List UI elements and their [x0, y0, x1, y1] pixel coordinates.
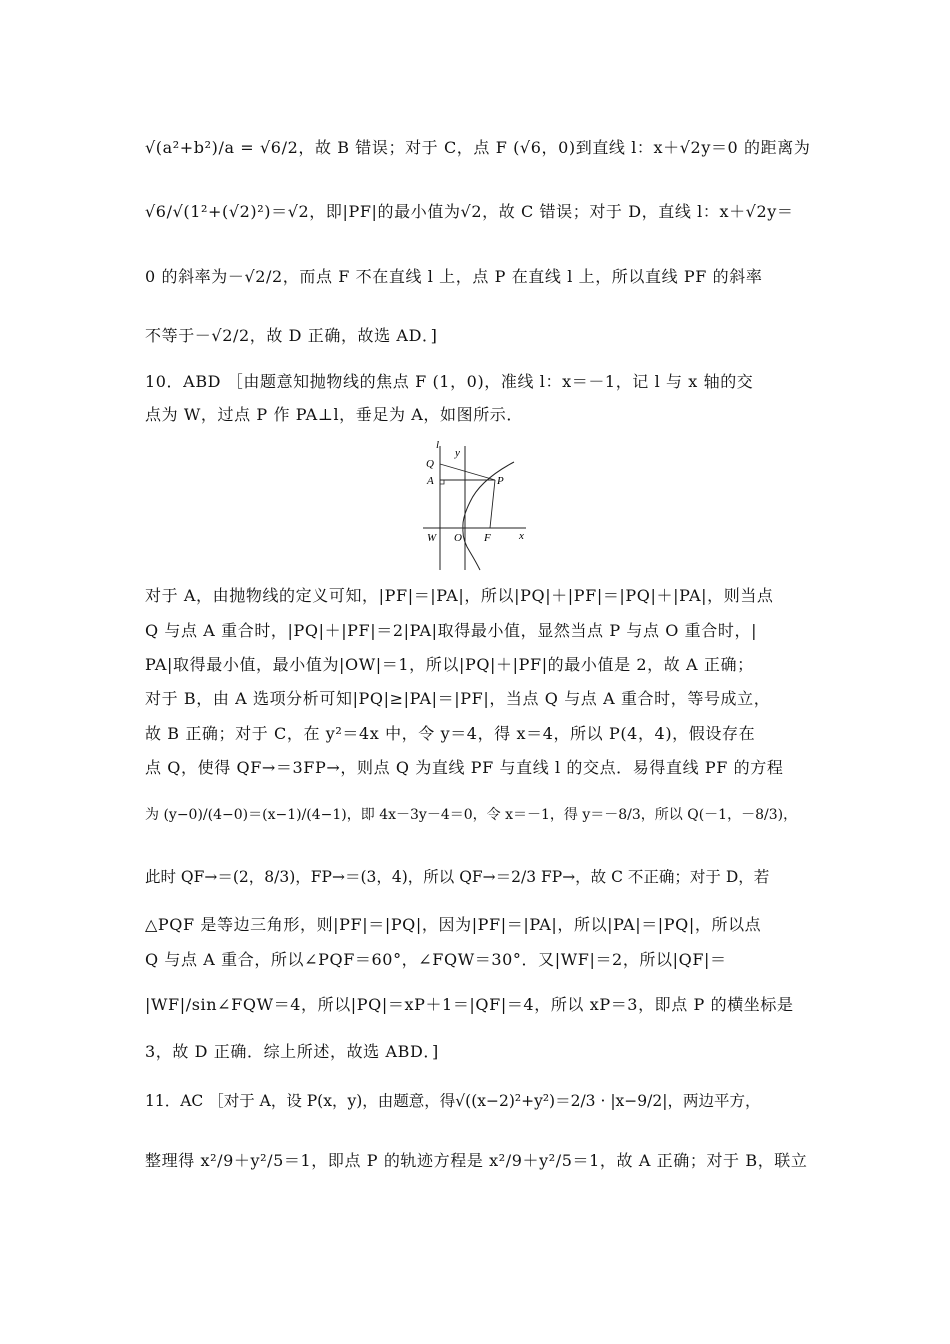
label-Q: Q — [426, 458, 434, 470]
right-angle-mark — [440, 480, 444, 484]
label-O: O — [454, 532, 462, 544]
text-line: Q 与点 A 重合时，|PQ|＋|PF|＝2|PA|取得最小值，显然当点 P 与点 O 重合时，| — [145, 621, 758, 640]
text-line: 3，故 D 正确．综上所述，故选 ABD．] — [145, 1042, 439, 1061]
text-line: 11．AC ［对于 A，设 P(x，y)，由题意，得√((x−2)²+y²)＝2/3 · |x−9/2|，两边平方， — [145, 1092, 761, 1110]
text-line: 整理得 x²/9＋y²/5＝1，即点 P 的轨迹方程是 x²/9＋y²/5＝1，故 A 正确；对于 B，联立 — [145, 1151, 808, 1170]
text-line: PA|取得最小值，最小值为|OW|＝1，所以|PQ|＋|PF|的最小值是 2，故 A 正确； — [145, 655, 754, 674]
text-line: Q 与点 A 重合，所以∠PQF＝60°，∠FQW＝30°．又|WF|＝2，所以|QF|＝ — [145, 950, 727, 969]
label-y: y — [455, 447, 460, 459]
label-l: l — [436, 439, 440, 451]
text-line: △PQF 是等边三角形，则|PF|＝|PQ|，因为|PF|＝|PA|，所以|PA|＝|PQ|，所以点 — [145, 915, 762, 934]
label-W: W — [427, 532, 437, 544]
label-F: F — [484, 532, 491, 544]
text-line: 不等于－√2/2，故 D 正确，故选 AD．] — [145, 326, 438, 345]
text-line: |WF|/sin∠FQW＝4，所以|PQ|＝xP＋1＝|QF|＝4，所以 xP＝3，即点 P 的横坐标是 — [145, 995, 794, 1014]
segment-PF — [490, 480, 495, 528]
text-line: 对于 B，由 A 选项分析可知|PQ|≥|PA|＝|PF|，当点 Q 与点 A 重合时，等号成立， — [145, 689, 771, 708]
text-line: 10．ABD ［由题意知抛物线的焦点 F (1，0)，准线 l：x＝－1，记 l 与 x 轴的交 — [145, 372, 754, 391]
text-line: 点为 W，过点 P 作 PA⊥l，垂足为 A，如图所示． — [145, 405, 524, 424]
label-x: x — [519, 530, 524, 542]
text-line: √(a²+b²)/a = √6/2，故 B 错误；对于 C，点 F (√6，0)到直线 l：x＋√2y＝0 的距离为 — [145, 138, 811, 157]
text-line: 点 Q，使得 QF→＝3FP→，则点 Q 为直线 PF 与直线 l 的交点．易得直线 PF 的方程 — [145, 758, 784, 777]
text-line: 故 B 正确；对于 C，在 y²＝4x 中，令 y＝4，得 x＝4，所以 P(4，4)，假设存在 — [145, 724, 756, 743]
label-P: P — [497, 475, 504, 487]
text-line: 对于 A，由抛物线的定义可知，|PF|＝|PA|，所以|PQ|＋|PF|＝|PQ|＋|PA|，则当点 — [145, 586, 774, 605]
parabola-figure — [418, 438, 533, 573]
text-line: 为 (y−0)/(4−0)＝(x−1)/(4−1)，即 4x－3y－4＝0，令 x＝－1，得 y＝－8/3，所以 Q(－1，－8/3)， — [145, 807, 798, 823]
text-line: √6/√(1²+(√2)²)＝√2，即|PF|的最小值为√2，故 C 错误；对于 D，直线 l：x＋√2y＝ — [145, 202, 794, 221]
label-A: A — [427, 475, 434, 487]
text-line: 此时 QF→＝(2，8/3)，FP→＝(3，4)，所以 QF→＝2/3 FP→，故 C 不正确；对于 D，若 — [145, 868, 770, 886]
text-line: 0 的斜率为－√2/2，而点 F 不在直线 l 上，点 P 在直线 l 上，所以直线 PF 的斜率 — [145, 267, 763, 286]
segment-QP — [440, 464, 495, 480]
